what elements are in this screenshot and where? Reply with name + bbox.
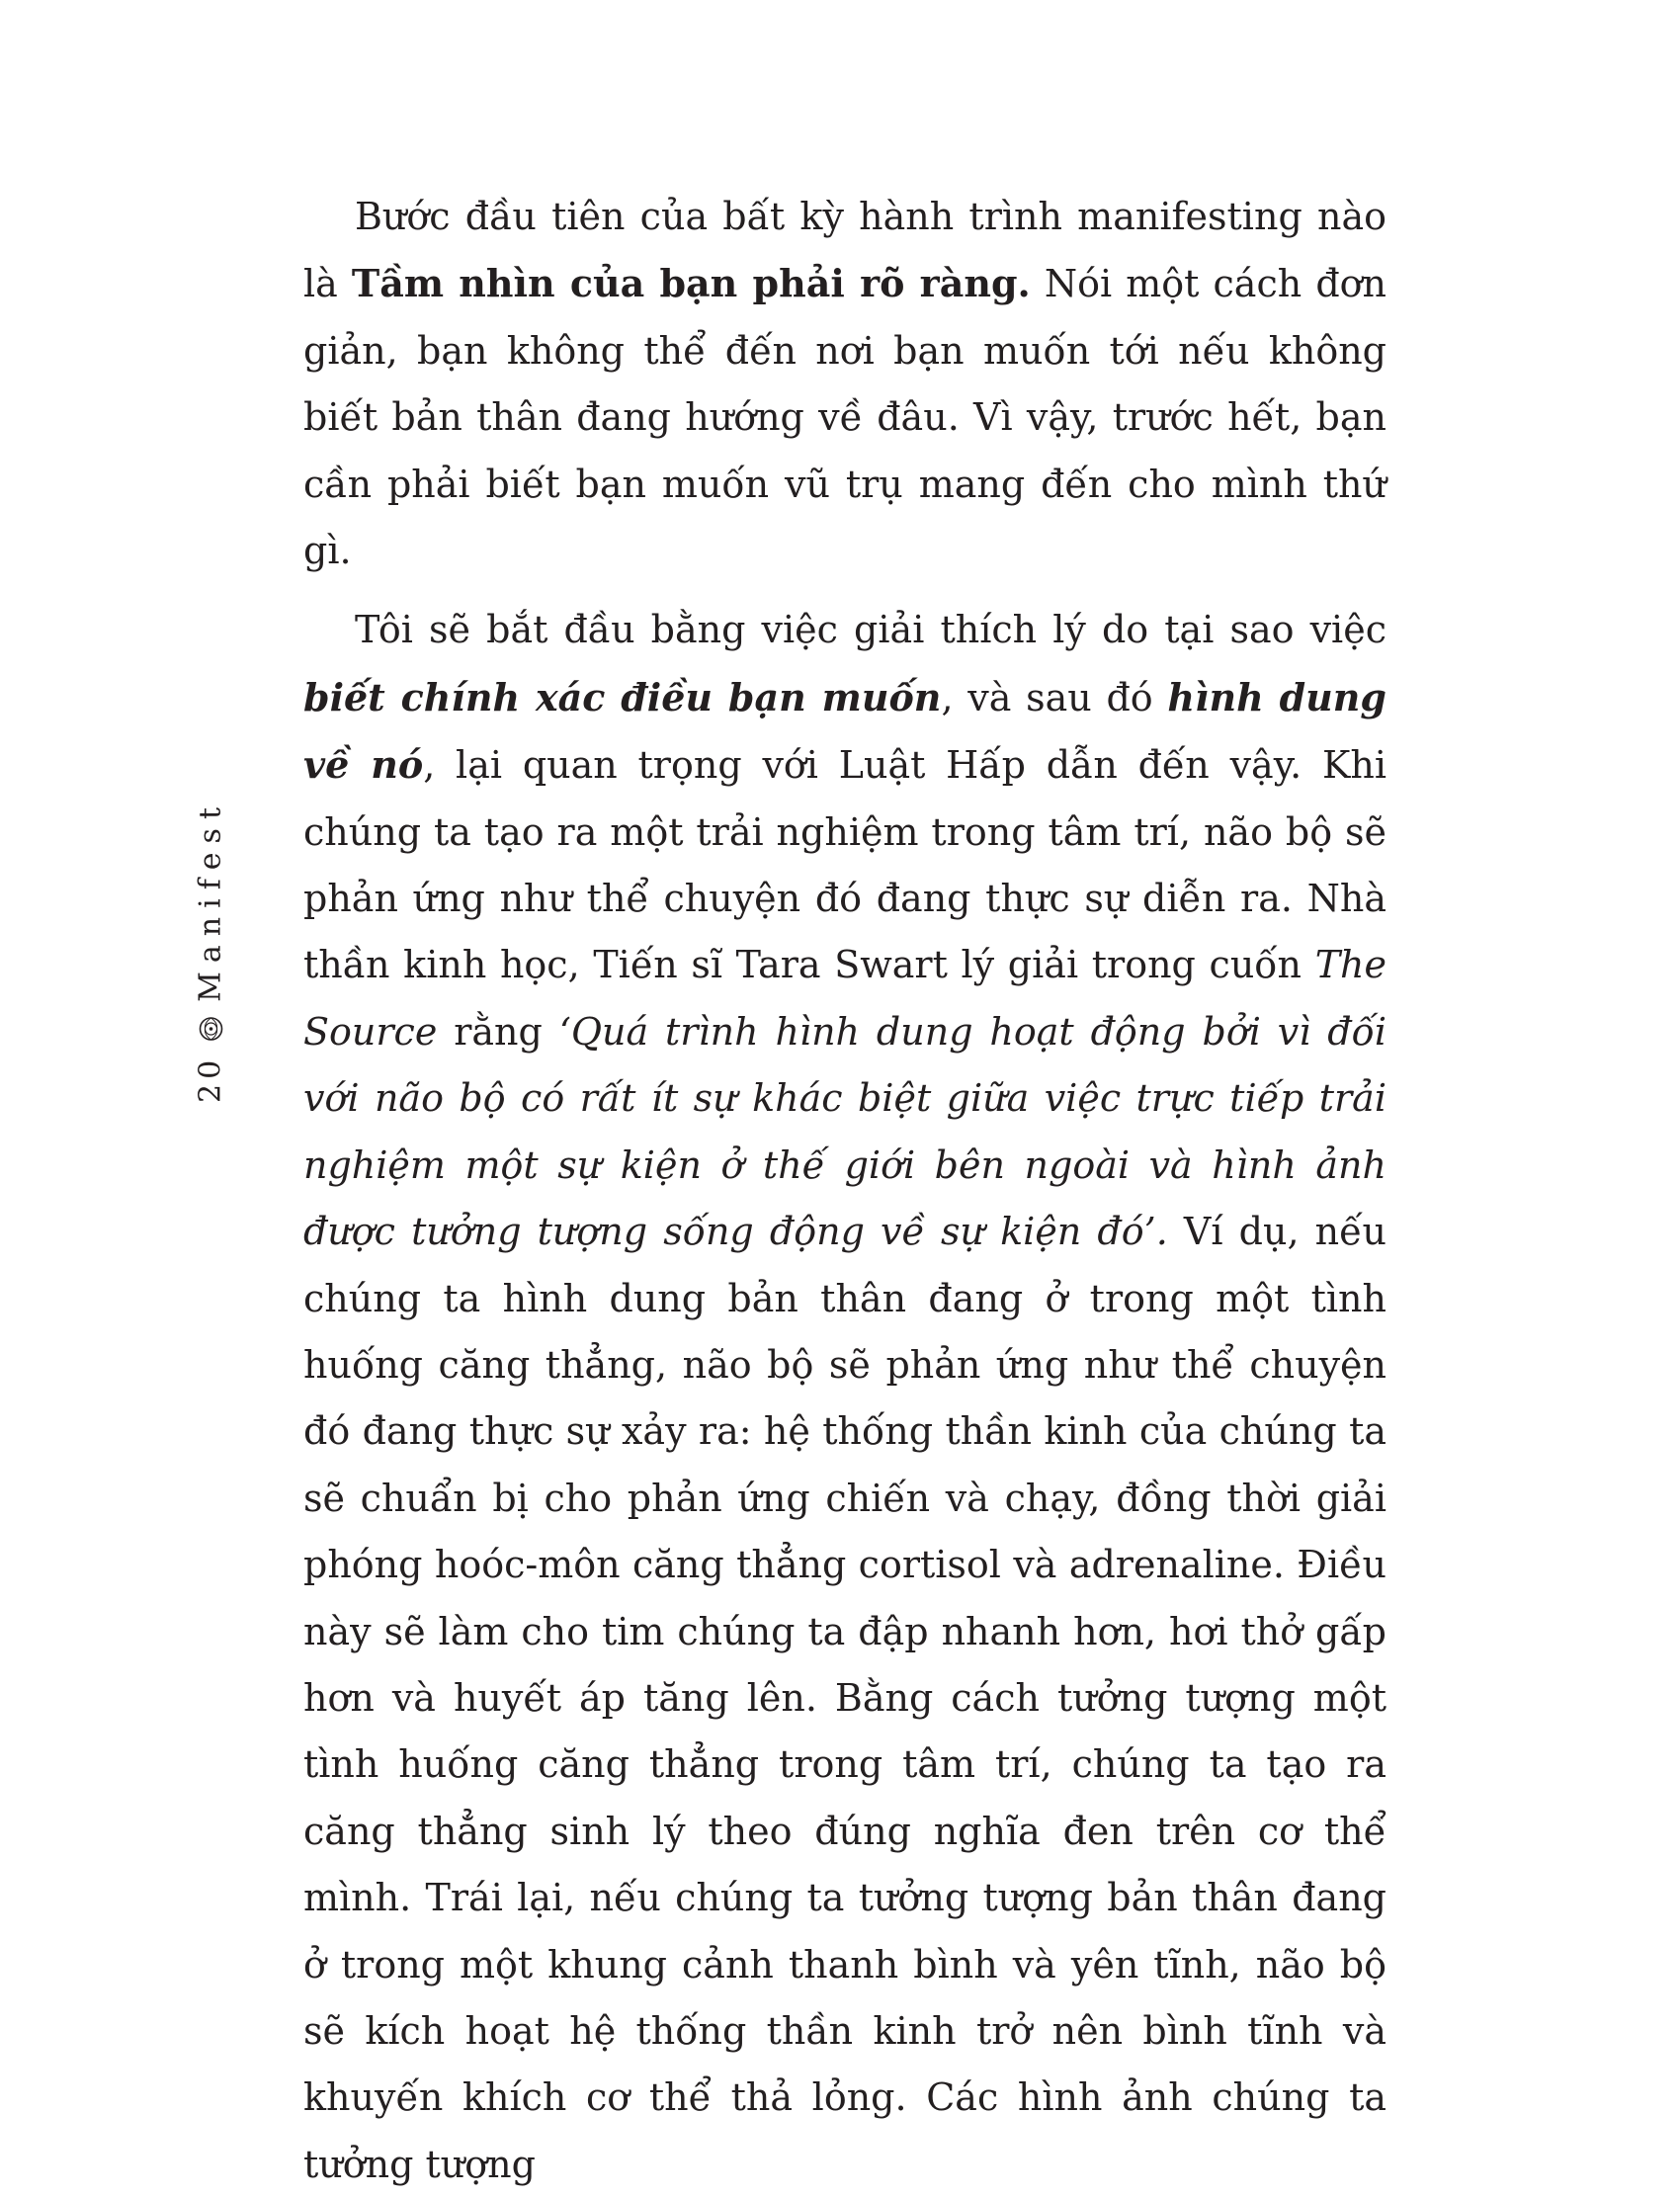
paragraph-1: [303, 184, 1386, 584]
book-title: Manifest: [193, 798, 228, 1002]
bold-phrase-clear-vision: Tầm nhìn của bạn phải rõ ràng.: [351, 261, 1031, 306]
text-run: Nói một cách đơn giản, bạn không thể đến nơi bạn muốn tới nếu không biết bản thân đang hướng về đâu. Vì vậy, trước hết, bạn cần phải biết bạn muốn vũ trụ mang đến cho mình thứ gì.: [303, 262, 1387, 573]
body-text: [303, 184, 1386, 2198]
text-run: rằng: [437, 1009, 559, 1054]
quote-tara-swart: ‘Quá trình hình dung hoạt động bởi vì đối với não bộ có rất ít sự khác biệt giữa việc trực tiếp trải nghiệm một sự kiện ở thế giới bên ngoài và hình ảnh được tưởng tượng sống động về sự kiện đó’.: [303, 1009, 1386, 1254]
ornament-icon: [196, 1014, 225, 1044]
text-run: Ví dụ, nếu chúng ta hình dung bản thân đang ở trong một tình huống căng thẳng, não bộ sẽ phản ứng như thể chuyện đó đang thực sự xảy ra: hệ thống thần kinh của chúng ta sẽ chuẩn bị cho phản ứng chiến và chạy, đồng thời giải phóng hoóc-môn căng thẳng cortisol và adrenaline. Điều này sẽ làm cho tim chúng ta đập nhanh hơn, hơi thở gấp hơn và huyết áp tăng lên. Bằng cách tưởng tượng một tình huống căng thẳng trong tâm trí, chúng ta tạo ra căng thẳng sinh lý theo đúng nghĩa đen trên cơ thể mình. Trái lại, nếu chúng ta tưởng tượng bản thân đang ở trong một khung cảnh thanh bình và yên tĩnh, não bộ sẽ kích hoạt hệ thống thần kinh trở nên bình tĩnh và khuyến khích cơ thể thả lỏng. Các hình ảnh chúng ta tưởng tượng: [303, 1210, 1386, 2186]
bold-italic-phrase-know-what-you-want: biết chính xác điều bạn muốn: [303, 674, 942, 719]
book-title-the-source: The Source: [303, 943, 1386, 1054]
page-number: 20: [193, 1055, 228, 1104]
paragraph-2: [303, 597, 1386, 2198]
text-run: , và sau đó: [941, 675, 1168, 719]
running-head: [194, 799, 228, 1103]
text-run: , lại quan trọng với Luật Hấp dẫn đến vậy. Khi chúng ta tạo ra một trải nghiệm trong tâm trí, não bộ sẽ phản ứng như thể chuyện đó đang thực sự diễn ra. Nhà thần kinh học, Tiến sĩ Tara Swart lý giải trong cuốn: [303, 743, 1387, 987]
text-run: Tôi sẽ bắt đầu bằng việc giải thích lý do tại sao việc: [355, 608, 1386, 652]
bold-italic-phrase-visualize-it: hình dung về nó: [303, 674, 1386, 788]
text-run: Bước đầu tiên của bất kỳ hành trình manifesting nào là: [303, 195, 1386, 306]
